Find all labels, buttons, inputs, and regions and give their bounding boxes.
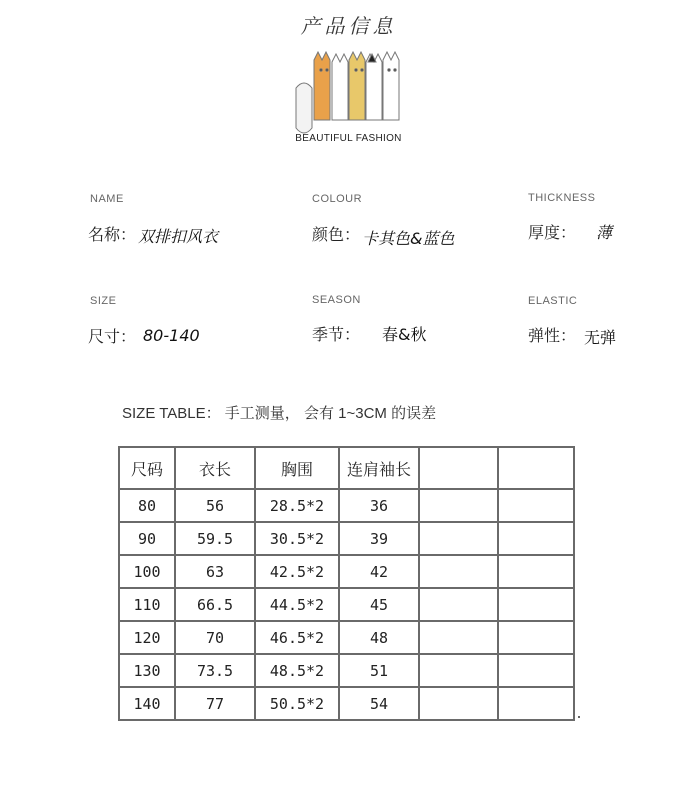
table-cell [419, 489, 498, 522]
table-cell [419, 621, 498, 654]
name-label: 名称： [88, 225, 137, 244]
table-cell [498, 489, 574, 522]
season-label: 季节： [312, 325, 361, 344]
table-cell: 73.5 [175, 654, 255, 687]
size-label: 尺寸： [88, 327, 137, 346]
page-title: 产品信息 [300, 14, 397, 38]
table-cell: 140 [119, 687, 175, 720]
header-cell: 连肩袖长 [339, 447, 419, 489]
table-row [119, 621, 574, 654]
table-row [119, 588, 574, 621]
table-row [119, 522, 574, 555]
table-cell [498, 654, 574, 687]
thickness-label: 厚度： [528, 223, 577, 242]
colour-value: 卡其色&蓝色 [362, 229, 455, 248]
table-row [119, 654, 574, 687]
table-cell: 110 [119, 588, 175, 621]
header-cell [419, 447, 498, 489]
table-cell: 42 [339, 555, 419, 588]
size-value: 80-140 [143, 326, 200, 345]
table-cell: 70 [175, 621, 255, 654]
table-cell: 90 [119, 522, 175, 555]
table-cell: 45 [339, 588, 419, 621]
table-cell: 28.5*2 [255, 489, 339, 522]
header-cell [498, 447, 574, 489]
table-cell [419, 588, 498, 621]
colour-en-label: COLOUR [312, 193, 363, 205]
table-cell: 120 [119, 621, 175, 654]
size-table [118, 446, 575, 721]
thickness-en-label: THICKNESS [528, 192, 596, 204]
table-cell [498, 555, 574, 588]
elastic-label: 弹性： [528, 326, 577, 345]
table-cell: 80 [119, 489, 175, 522]
brand-text: BEAUTIFUL FASHION [295, 133, 402, 144]
table-cell: 59.5 [175, 522, 255, 555]
table-cell: 42.5*2 [255, 555, 339, 588]
elastic-value: 无弹 [584, 328, 617, 347]
thickness-value: 薄 [596, 223, 613, 242]
season-value: 春&秋 [382, 325, 427, 344]
header-cell: 衣长 [175, 447, 255, 489]
table-cell: 48.5*2 [255, 654, 339, 687]
size-table-header-row [119, 447, 574, 489]
size-en-label: SIZE [90, 295, 117, 307]
table-cell: 130 [119, 654, 175, 687]
table-row [119, 555, 574, 588]
table-cell: 66.5 [175, 588, 255, 621]
season-en-label: SEASON [312, 294, 361, 306]
table-cell: 56 [175, 489, 255, 522]
table-cell: 54 [339, 687, 419, 720]
table-cell: 48 [339, 621, 419, 654]
elastic-en-label: ELASTIC [528, 295, 578, 307]
table-cell [498, 588, 574, 621]
table-cell: 50.5*2 [255, 687, 339, 720]
table-cell: 63 [175, 555, 255, 588]
header-cell: 尺码 [119, 447, 175, 489]
name-en-label: NAME [90, 193, 124, 205]
table-cell: 77 [175, 687, 255, 720]
table-cell: 30.5*2 [255, 522, 339, 555]
table-cell: 100 [119, 555, 175, 588]
table-cell [419, 687, 498, 720]
colour-label: 颜色： [312, 225, 361, 244]
name-value: 双排扣风衣 [138, 227, 219, 246]
table-cell [498, 621, 574, 654]
stray-dot [578, 716, 580, 718]
table-cell [498, 522, 574, 555]
table-cell [419, 522, 498, 555]
table-cell: 44.5*2 [255, 588, 339, 621]
table-cell [498, 687, 574, 720]
table-cell: 51 [339, 654, 419, 687]
table-cell: 36 [339, 489, 419, 522]
size-table-title: SIZE TABLE： 手工测量， 会有 1~3CM 的误差 [122, 405, 437, 422]
table-cell [419, 654, 498, 687]
table-cell: 39 [339, 522, 419, 555]
table-cell [419, 555, 498, 588]
table-cell: 46.5*2 [255, 621, 339, 654]
table-row [119, 687, 574, 720]
table-row [119, 489, 574, 522]
header-cell: 胸围 [255, 447, 339, 489]
